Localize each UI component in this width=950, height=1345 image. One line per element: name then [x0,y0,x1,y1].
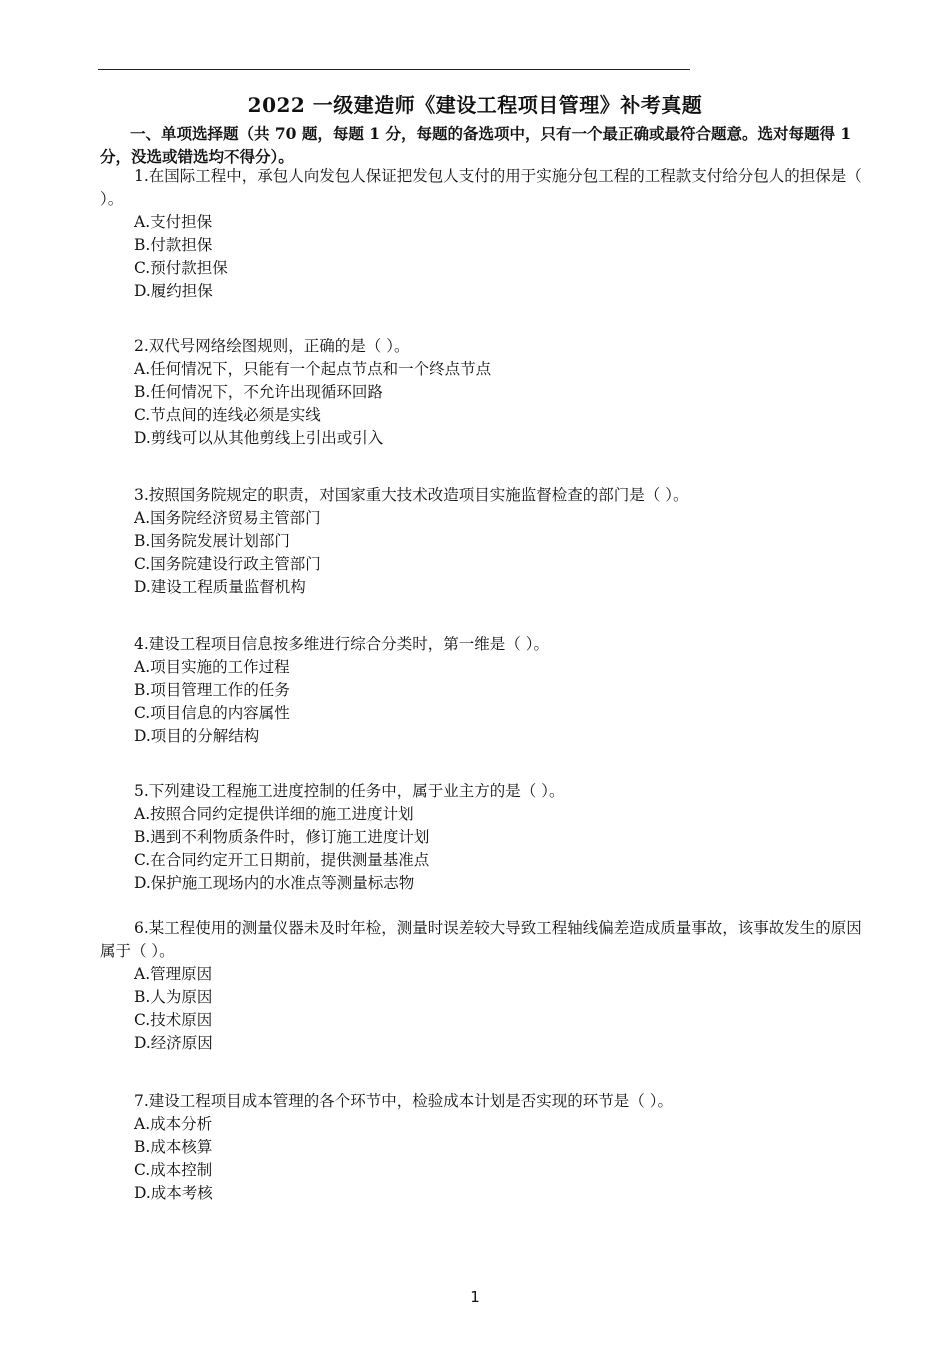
option-c: C.技术原因 [134,1011,213,1029]
option-b: B.国务院发展计划部门 [134,532,290,550]
question-stem: 7.建设工程项目成本管理的各个环节中，检验成本计划是否实现的环节是（ ）。 [134,1092,673,1110]
question-7 [100,1090,872,1205]
option-a: A.成本分析 [134,1115,213,1133]
option-a: A.任何情况下，只能有一个起点节点和一个终点节点 [134,360,492,378]
option-c: C.预付款担保 [134,259,228,277]
option-b: B.任何情况下，不允许出现循环回路 [134,383,383,401]
option-c: C.国务院建设行政主管部门 [134,555,321,573]
option-d: D.剪线可以从其他剪线上引出或引入 [134,429,384,447]
option-c: C.在合同约定开工日期前，提供测量基准点 [134,851,430,869]
question-stem: 3.按照国务院规定的职责，对国家重大技术改造项目实施监督检查的部门是（ ）。 [134,486,689,504]
section-heading: 一、单项选择题（共 70 题，每题 1 分，每题的备选项中，只有一个最正确或最符合题意。选对每题得 1 分，没选或错选均不得分）。 [100,124,852,166]
option-c: C.项目信息的内容属性 [134,704,290,722]
option-b: B.付款担保 [134,236,213,254]
option-a: A.管理原因 [134,965,213,983]
option-d: D.项目的分解结构 [134,727,260,745]
question-stem: 6.某工程使用的测量仪器未及时年检，测量时误差较大导致工程轴线偏差造成质量事故，该事故发生的原因属于（ ）。 [100,919,862,960]
page-number: 1 [470,1288,480,1306]
option-c: C.成本控制 [134,1161,213,1179]
option-d: D.经济原因 [134,1034,213,1052]
option-c: C.节点间的连线必须是实线 [134,406,321,424]
option-d: D.履约担保 [134,282,213,300]
option-b: B.项目管理工作的任务 [134,681,290,699]
question-3 [100,484,872,599]
question-stem: 4.建设工程项目信息按多维进行综合分类时，第一维是（ ）。 [134,635,549,653]
header-rule [98,69,690,70]
option-d: D.保护施工现场内的水准点等测量标志物 [134,874,415,892]
option-a: A.按照合同约定提供详细的施工进度计划 [134,805,414,823]
option-a: A.支付担保 [134,213,213,231]
question-1 [100,165,872,303]
option-b: B.成本核算 [134,1138,213,1156]
question-stem: 2.双代号网络绘图规则，正确的是（ ）。 [134,337,410,355]
question-stem: 5.下列建设工程施工进度控制的任务中，属于业主方的是（ ）。 [134,782,565,800]
question-2 [100,335,872,450]
option-b: B.遇到不利物质条件时，修订施工进度计划 [134,828,430,846]
question-stem: 1.在国际工程中，承包人向发包人保证把发包人支付的用于实施分包工程的工程款支付给分包人的担保是（ ）。 [100,167,862,208]
page-title: 2022 一级建造师《建设工程项目管理》补考真题 [247,93,703,117]
question-4 [100,633,872,748]
option-d: D.成本考核 [134,1184,213,1202]
option-b: B.人为原因 [134,988,213,1006]
option-d: D.建设工程质量监督机构 [134,578,306,596]
option-a: A.国务院经济贸易主管部门 [134,509,321,527]
option-a: A.项目实施的工作过程 [134,658,290,676]
question-5 [100,780,872,895]
question-6 [100,917,872,1055]
